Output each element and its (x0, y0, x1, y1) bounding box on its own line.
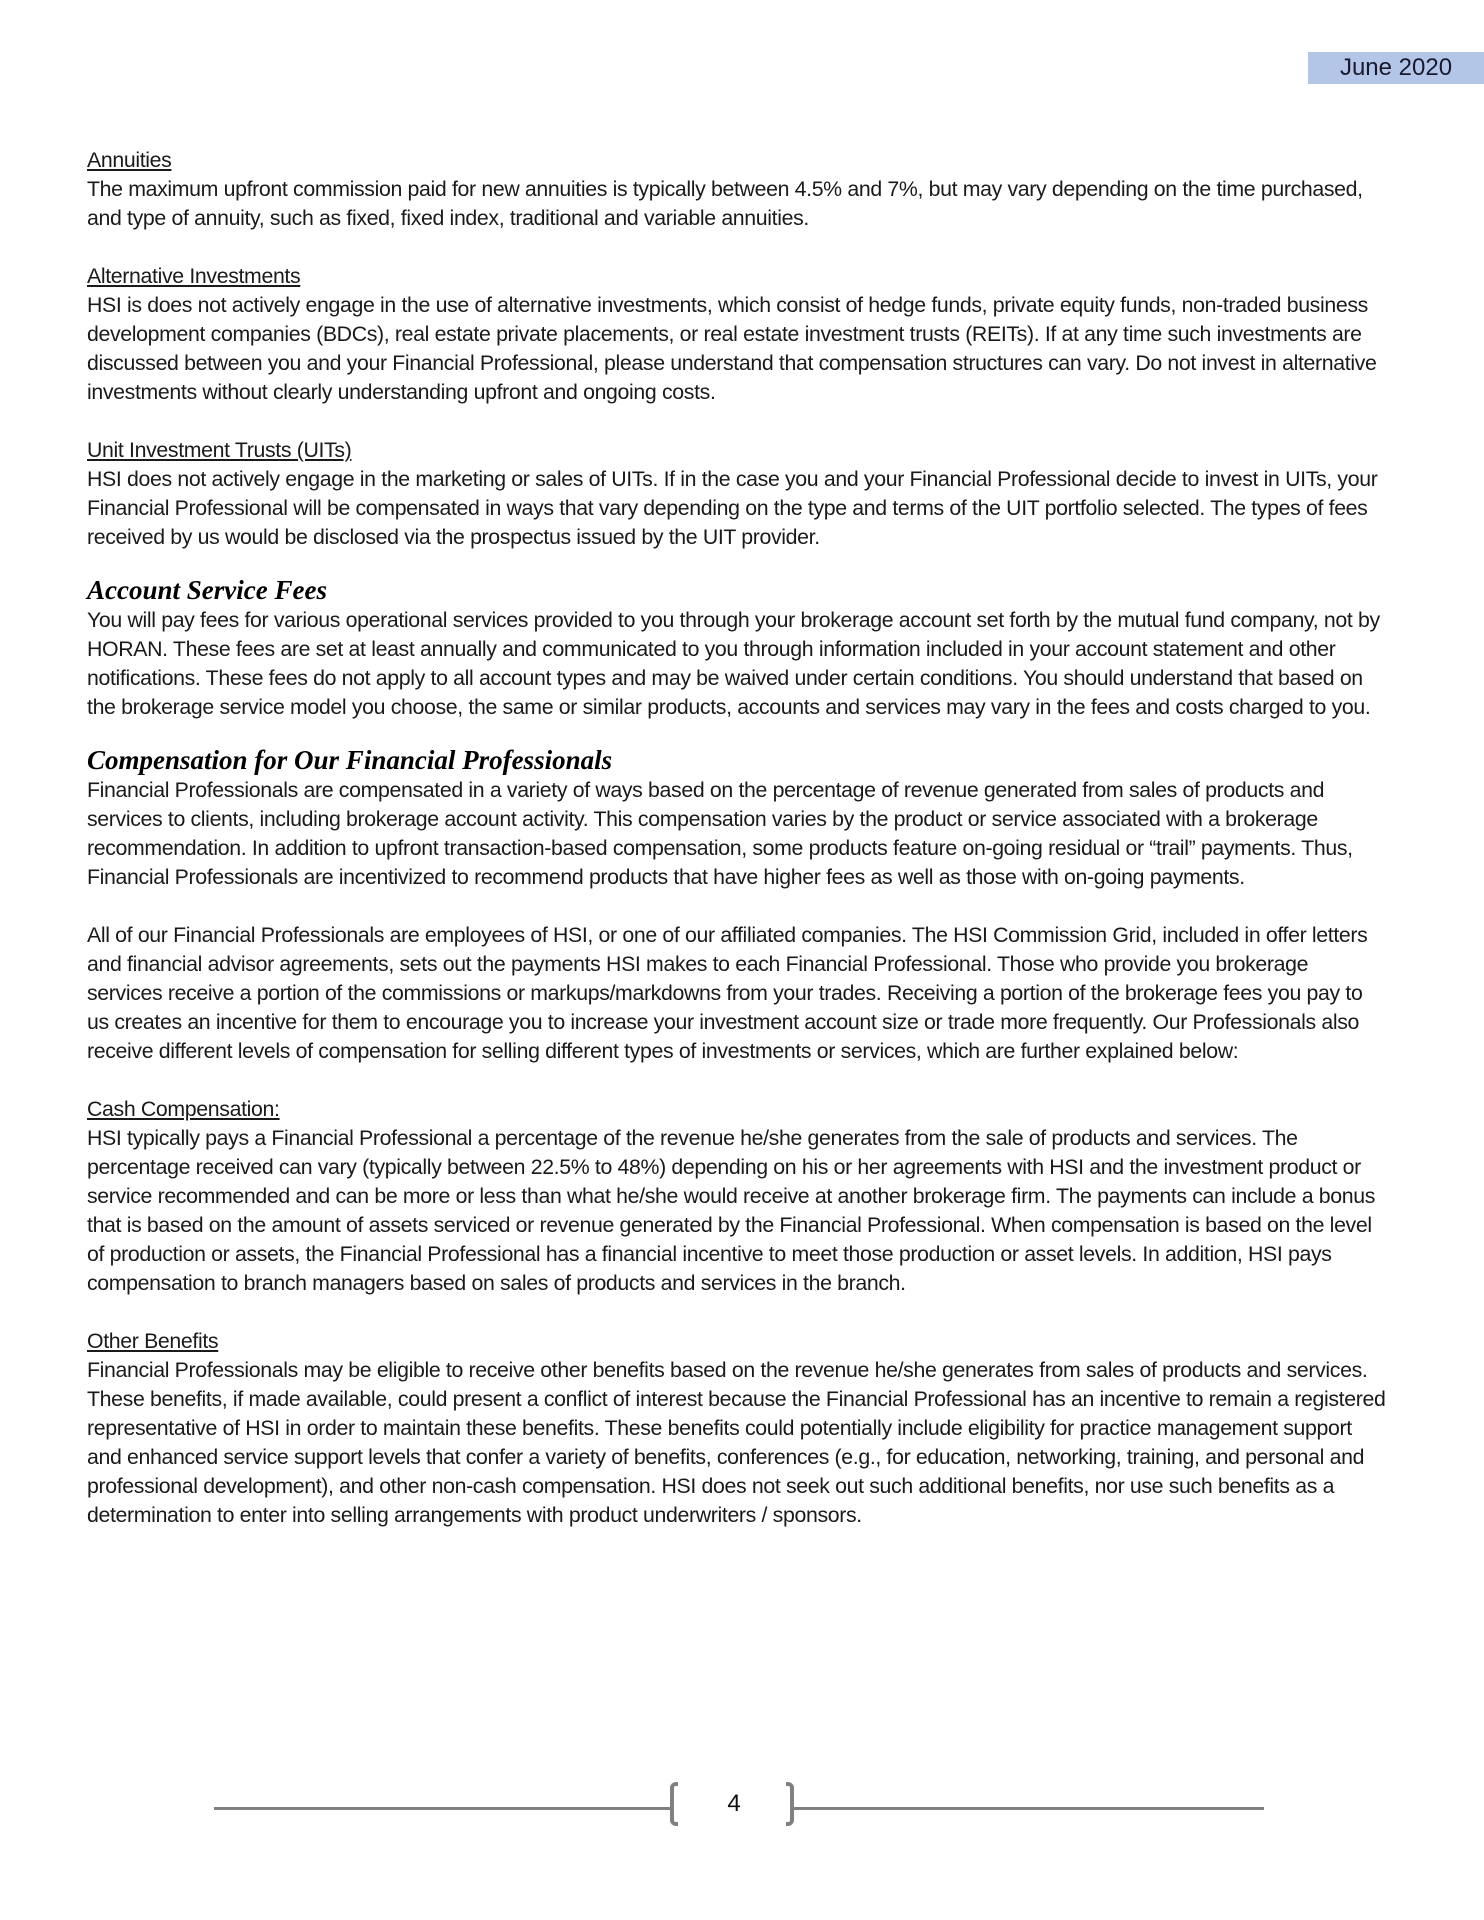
footer-divider-left (214, 1807, 672, 1810)
paragraph: Financial Professionals are compensated in a variety of ways based on the percentage of revenue generated from sales of products and services to clients, including brokerage account activity. This compensation varies by the product or service associated with a brokerage recommendation. In addition to upfront transaction-based compensation, some products feature on-going residual or “trail” payments. Thus, Financial Professionals are incentivized to recommend products that have higher fees as well as those with on-going payments. (87, 778, 1353, 889)
paragraph: The maximum upfront commission paid for new annuities is typically between 4.5% and 7%, but may vary depending on the time purchased, and type of annuity, such as fixed, fixed index, traditional and variable annuities. (87, 177, 1363, 230)
section-account-service-fees (87, 574, 1387, 722)
section-compensation (87, 744, 1387, 1066)
paragraph: All of our Financial Professionals are employees of HSI, or one of our affiliated companies. The HSI Commission Grid, included in offer letters and financial advisor agreements, sets out the payments HSI makes to each Financial Professional. Those who provide you brokerage services receive a portion of the commissions or markups/markdowns from your trades. Receiving a portion of the brokerage fees you pay to us creates an incentive for them to encourage you to increase your investment account size or trade more frequently. Our Professionals also receive different levels of compensation for selling different types of investments or services, which are further explained below: (87, 923, 1368, 1063)
paragraph: You will pay fees for various operational services provided to you through your brokerage account set forth by the mutual fund company, not by HORAN. These fees are set at least annually and communicated to you through information included in your account statement and other notifications. These fees do not apply to all account types and may be waived under certain conditions. You should understand that based on the brokerage service model you choose, the same or similar products, accounts and services may vary in the fees and costs charged to you. (87, 608, 1380, 719)
subheading-cash-compensation: Cash Compensation: (87, 1097, 280, 1121)
page-footer (214, 1778, 1264, 1838)
subheading-annuities: Annuities (87, 148, 172, 172)
subheading-alternative-investments: Alternative Investments (87, 264, 301, 288)
heading-compensation: Compensation for Our Financial Professionals (87, 745, 613, 775)
section-other-benefits (87, 1327, 1387, 1530)
page-number: 4 (727, 1790, 741, 1817)
section-alternative-investments (87, 262, 1387, 407)
section-annuities (87, 146, 1387, 233)
footer-divider-right (792, 1807, 1264, 1810)
paragraph: Financial Professionals may be eligible to receive other benefits based on the revenue he/she generates from sales of products and services. These benefits, if made available, could present a conflict of interest because the Financial Professional has an incentive to remain a registered representative of HSI in order to maintain these benefits. These benefits could potentially include eligibility for practice management support and enhanced service support levels that confer a variety of benefits, conferences (e.g., for education, networking, training, and personal and professional development), and other non-cash compensation. HSI does not seek out such additional benefits, nor use such benefits as a determination to enter into selling arrangements with product underwriters / sponsors. (87, 1358, 1386, 1527)
section-unit-investment-trusts (87, 436, 1387, 552)
document-date-badge: June 2020 (1308, 52, 1484, 84)
subheading-uits: Unit Investment Trusts (UITs) (87, 438, 352, 462)
subheading-other-benefits: Other Benefits (87, 1329, 219, 1353)
paragraph: HSI typically pays a Financial Professional a percentage of the revenue he/she generates from the sale of products and services. The percentage received can vary (typically between 22.5% to 48%) depending on his or her agreements with HSI and the investment product or service recommended and can be more or less than what he/she would receive at another brokerage firm. The payments can include a bonus that is based on the amount of assets serviced or revenue generated by the Financial Professional. When compensation is based on the level of production or assets, the Financial Professional has a financial incentive to meet those production or asset levels. In addition, HSI pays compensation to branch managers based on sales of products and services in the branch. (87, 1126, 1376, 1295)
heading-account-service-fees: Account Service Fees (87, 575, 327, 605)
section-cash-compensation (87, 1095, 1387, 1298)
right-bracket-icon (786, 1782, 794, 1826)
paragraph: HSI is does not actively engage in the use of alternative investments, which consist of hedge funds, private equity funds, non-traded business development companies (BDCs), real estate private placements, or real estate investment trusts (REITs). If at any time such investments are discussed between you and your Financial Professional, please understand that compensation structures can vary. Do not invest in alternative investments without clearly understanding upfront and ongoing costs. (87, 293, 1377, 404)
left-bracket-icon (670, 1782, 678, 1826)
document-body (87, 146, 1387, 1559)
paragraph: HSI does not actively engage in the marketing or sales of UITs. If in the case you and your Financial Professional decide to invest in UITs, your Financial Professional will be compensated in ways that vary depending on the type and terms of the UIT portfolio selected. The types of fees received by us would be disclosed via the prospectus issued by the UIT provider. (87, 467, 1378, 549)
